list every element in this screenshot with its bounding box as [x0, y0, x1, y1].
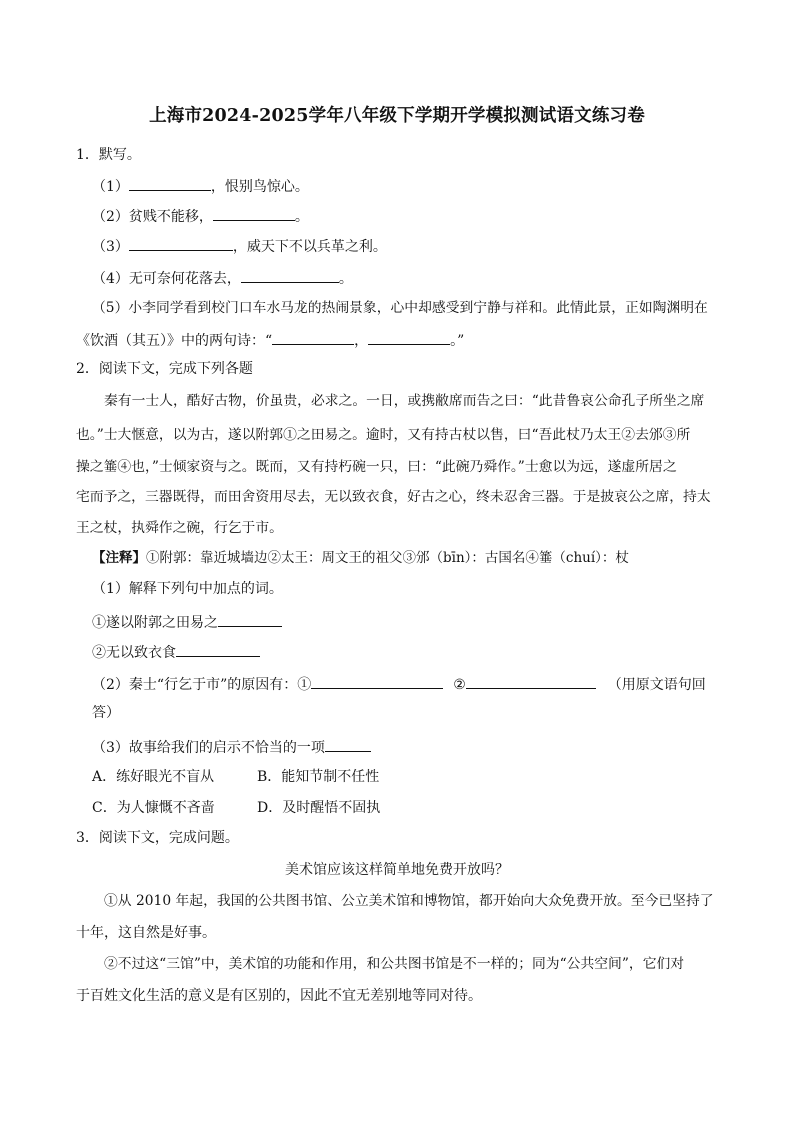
answer-blank[interactable] — [213, 206, 295, 221]
sub-1-b-text: ②无以致衣食 — [92, 645, 176, 661]
sub-2-prefix: （2）秦士“行乞于市”的原因有：① — [92, 677, 312, 693]
question-1-item-1 — [92, 176, 309, 196]
sub-3-text: （3）故事给我们的启示不恰当的一项 — [92, 740, 325, 756]
item-3-suffix: ，威天下不以兵革之利。 — [232, 239, 387, 255]
item-4-prefix: （4）无可奈何花落去， — [92, 271, 241, 287]
answer-blank[interactable] — [325, 737, 371, 752]
question-1-item-5-line-2 — [76, 330, 464, 350]
article-paragraph-1-line-1: ①从 2010 年起，我国的公共图书馆、公立美术馆和博物馆，都开始向大众免费开放。至今已坚持了 — [104, 893, 714, 909]
question-1-item-5-line-1: （5）小李同学看到校门口车水马龙的热闹景象，心中却感受到宁静与祥和。此情此景，正如陶渊明在 — [92, 300, 708, 316]
page-title: 上海市2024-2025学年八年级下学期开学模拟测试语文练习卷 — [149, 106, 645, 126]
sub-2-suffix: （用原文语句回 — [607, 677, 706, 693]
sub-question-3 — [92, 737, 371, 757]
question-1-item-4 — [92, 268, 353, 288]
item-5-suffix: 。” — [450, 333, 465, 349]
sub-1-a-text: ①遂以附郭之田易之 — [92, 615, 218, 631]
item-1-suffix: ，恨别鸟惊心。 — [210, 179, 309, 195]
question-3-stem: 3．阅读下文，完成问题。 — [76, 830, 239, 846]
item-5-prefix: 《饮酒（其五）》中的两句诗：“ — [76, 333, 273, 349]
question-1-stem: 1．默写。 — [76, 147, 141, 163]
answer-blank[interactable] — [129, 176, 211, 191]
passage-line-1: 秦有一士人，酷好古物，价虽贵，必求之。一日，或携敝席而告之曰：“此昔鲁哀公命孔子所坐之席 — [104, 393, 705, 409]
question-1-item-3 — [92, 236, 387, 256]
item-5-middle: ， — [354, 333, 369, 349]
question-1-item-2 — [92, 206, 309, 226]
article-paragraph-2-line-1: ②不过这“三馆”中，美术馆的功能和作用，和公共图书馆是不一样的；同为“公共空间”，它们对 — [104, 956, 685, 972]
note-label: 【注释】 — [92, 550, 146, 566]
sub-question-1: （1）解释下列句中加点的词。 — [92, 581, 283, 597]
item-4-suffix: 。 — [338, 271, 353, 287]
answer-blank[interactable] — [218, 612, 282, 627]
sub-question-1-a — [92, 612, 282, 632]
passage-line-5: 王之杖，执舜作之碗，行乞于市。 — [76, 520, 283, 536]
annotation-note — [92, 549, 629, 567]
answer-blank[interactable] — [368, 330, 450, 345]
note-text: ①附郭：靠近城墙边②太王：周文王的祖父③邠（bīn）：古国名④箠（chuí）：杖 — [146, 550, 629, 566]
sub-question-2-wrap: 答） — [92, 705, 120, 721]
answer-blank[interactable] — [176, 642, 260, 657]
sub-question-1-b — [92, 642, 260, 662]
sub-question-2 — [92, 674, 706, 694]
option-d[interactable]: D．及时醒悟不固执 — [257, 800, 381, 816]
passage-line-2: 也。”士大惬意，以为古，遂以附郭①之田易之。逾时，又有持古杖以售，曰“吾此杖乃太王②去邠③所 — [76, 427, 691, 443]
option-c[interactable]: C．为人慷慨不吝啬 — [92, 800, 215, 816]
article-paragraph-1-line-2: 十年，这自然是好事。 — [76, 925, 216, 941]
answer-blank[interactable] — [311, 674, 443, 689]
option-b[interactable]: B．能知节制不任性 — [257, 769, 380, 785]
item-3-prefix: （3） — [92, 239, 129, 255]
item-2-prefix: （2）贫贱不能移， — [92, 209, 213, 225]
option-a[interactable]: A．练好眼光不盲从 — [92, 769, 215, 785]
passage-line-4: 宅而予之，三器既得，而田舍资用尽去，无以致衣食，好古之心，终未忍舍三器。于是披哀公之席，持太 — [76, 489, 711, 505]
question-2-stem: 2．阅读下文，完成下列各题 — [76, 361, 253, 377]
item-1-prefix: （1） — [92, 179, 129, 195]
answer-blank[interactable] — [272, 330, 354, 345]
answer-blank[interactable] — [241, 268, 339, 283]
answer-blank[interactable] — [129, 236, 233, 251]
article-title: 美术馆应该这样简单地免费开放吗？ — [285, 862, 509, 878]
passage-line-3: 操之箠④也，”士倾家资与之。既而，又有持朽碗一只，曰：“此碗乃舜作。”士愈以为远，遂虚所居之 — [76, 459, 677, 475]
item-2-suffix: 。 — [294, 209, 309, 225]
sub-2-middle: ② — [453, 677, 466, 693]
article-paragraph-2-line-2: 于百姓文化生活的意义是有区别的，因此不宜无差别地等同对待。 — [76, 988, 482, 1004]
answer-blank[interactable] — [466, 674, 596, 689]
